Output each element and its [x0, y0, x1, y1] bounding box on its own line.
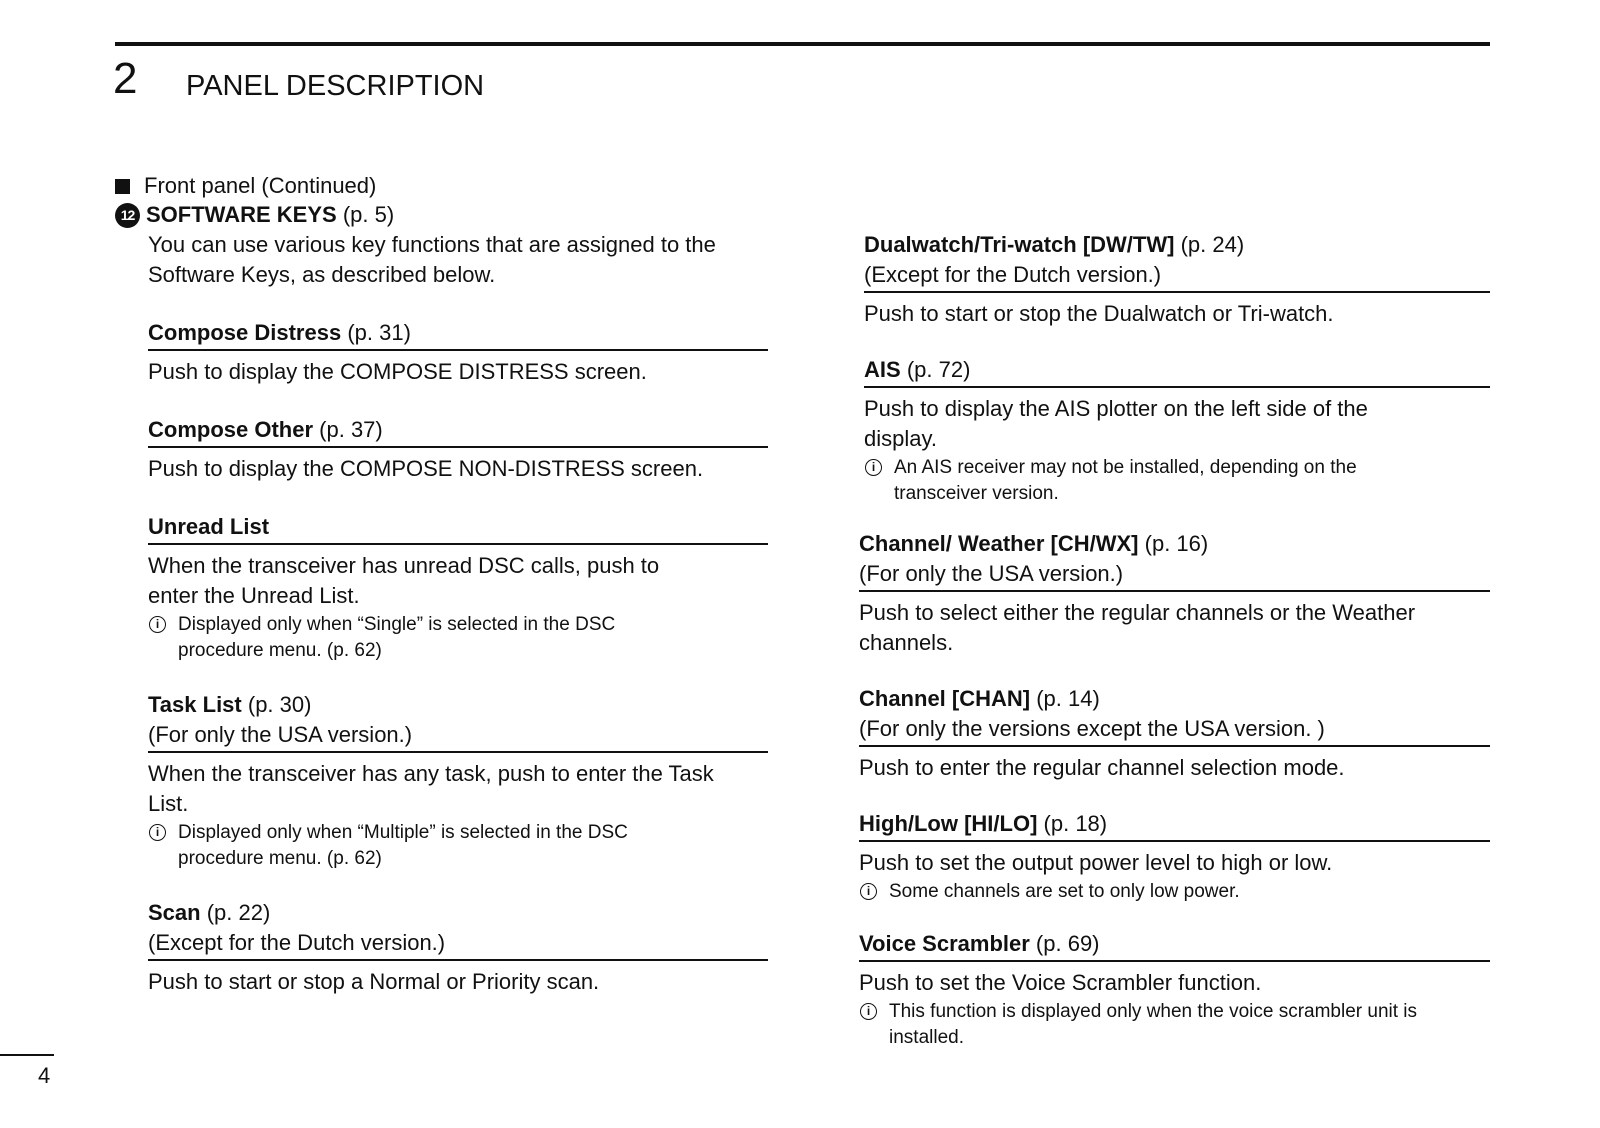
entry-description: When the transceiver has any task, push to enter the Task List. [148, 761, 714, 816]
info-icon: i [149, 616, 166, 633]
entry-task-list [148, 690, 768, 872]
entry-description: Push to set the Voice Scrambler function. [859, 970, 1262, 995]
info-icon: i [149, 824, 166, 841]
entry-subtitle: (For only the USA version.) [148, 720, 768, 753]
entry-description: Push to enter the regular channel selection mode. [859, 755, 1345, 780]
page-number-rule [0, 1054, 54, 1056]
entry-scan [148, 898, 768, 997]
entry-title: Channel/ Weather [CH/WX] (p. 16) [859, 531, 1209, 556]
entry-subtitle: (Except for the Dutch version.) [148, 928, 768, 961]
entry-high-low [859, 809, 1490, 905]
item-ref: (p. 5) [342, 202, 395, 227]
entry-channel-weather [859, 529, 1490, 658]
chapter-number: 2 [113, 54, 138, 103]
entry-note: i Displayed only when “Multiple” is selected in the DSC procedure menu. (p. 62) [148, 820, 718, 872]
entry-unread-list [148, 512, 768, 664]
entry-description: Push to display the COMPOSE NON-DISTRESS screen. [148, 456, 704, 481]
entry-subtitle: (Except for the Dutch version.) [864, 260, 1490, 293]
entry-voice-scrambler [859, 929, 1490, 1051]
entry-description: Push to start or stop the Dualwatch or Tri-watch. [864, 301, 1334, 326]
entry-note: i An AIS receiver may not be installed, depending on the transceiver version. [864, 455, 1454, 507]
entry-title: Channel [CHAN] (p. 14) [859, 686, 1100, 711]
item-title: SOFTWARE KEYS [146, 202, 337, 227]
entry-title: Voice Scrambler (p. 69) [859, 929, 1490, 962]
page-number: 4 [38, 1063, 51, 1088]
entry-subtitle: (For only the USA version.) [859, 559, 1490, 592]
entry-description: When the transceiver has unread DSC calls, push to enter the Unread List. [148, 553, 660, 608]
section-heading [115, 172, 376, 200]
entry-subtitle: (For only the versions except the USA version. ) [859, 714, 1490, 747]
entry-title: Compose Distress (p. 31) [148, 318, 768, 351]
entry-compose-other [148, 415, 768, 484]
section-title: Front panel (Continued) [144, 173, 377, 198]
item-heading [115, 201, 394, 229]
entry-title: AIS (p. 72) [864, 355, 1490, 388]
entry-note: i Some channels are set to only low power. [859, 879, 1490, 905]
entry-compose-distress [148, 318, 768, 387]
chapter-title: PANEL DESCRIPTION [186, 70, 485, 102]
entry-dualwatch [864, 230, 1490, 329]
entry-title: Dualwatch/Tri-watch [DW/TW] (p. 24) [864, 232, 1245, 257]
entry-ais [864, 355, 1490, 507]
square-bullet-icon [115, 179, 130, 194]
entry-description: Push to select either the regular channels or the Weather channels. [859, 600, 1416, 655]
entry-title: Task List (p. 30) [148, 692, 312, 717]
left-column [148, 318, 768, 997]
entry-note: i Displayed only when “Single” is selected in the DSC procedure menu. (p. 62) [148, 612, 698, 664]
entry-description: Push to display the AIS plotter on the left side of the display. [864, 396, 1368, 451]
entry-title: Compose Other (p. 37) [148, 415, 768, 448]
circled-number-icon: 12 [115, 203, 140, 228]
info-icon: i [860, 883, 877, 900]
item-intro: You can use various key functions that are assigned to the Software Keys, as described below. [148, 232, 716, 287]
entry-title: Unread List [148, 512, 768, 545]
entry-channel-chan [859, 684, 1490, 783]
info-icon: i [860, 1003, 877, 1020]
info-icon: i [865, 459, 882, 476]
entry-description: Push to start or stop a Normal or Priority scan. [148, 969, 600, 994]
entry-description: Push to display the COMPOSE DISTRESS screen. [148, 359, 647, 384]
header-rule [115, 42, 1490, 46]
entry-note: i This function is displayed only when the voice scrambler unit is installed. [859, 999, 1479, 1051]
entry-title: High/Low [HI/LO] (p. 18) [859, 809, 1490, 842]
right-column [859, 230, 1490, 1051]
entry-title: Scan (p. 22) [148, 900, 271, 925]
entry-description: Push to set the output power level to high or low. [859, 850, 1333, 875]
